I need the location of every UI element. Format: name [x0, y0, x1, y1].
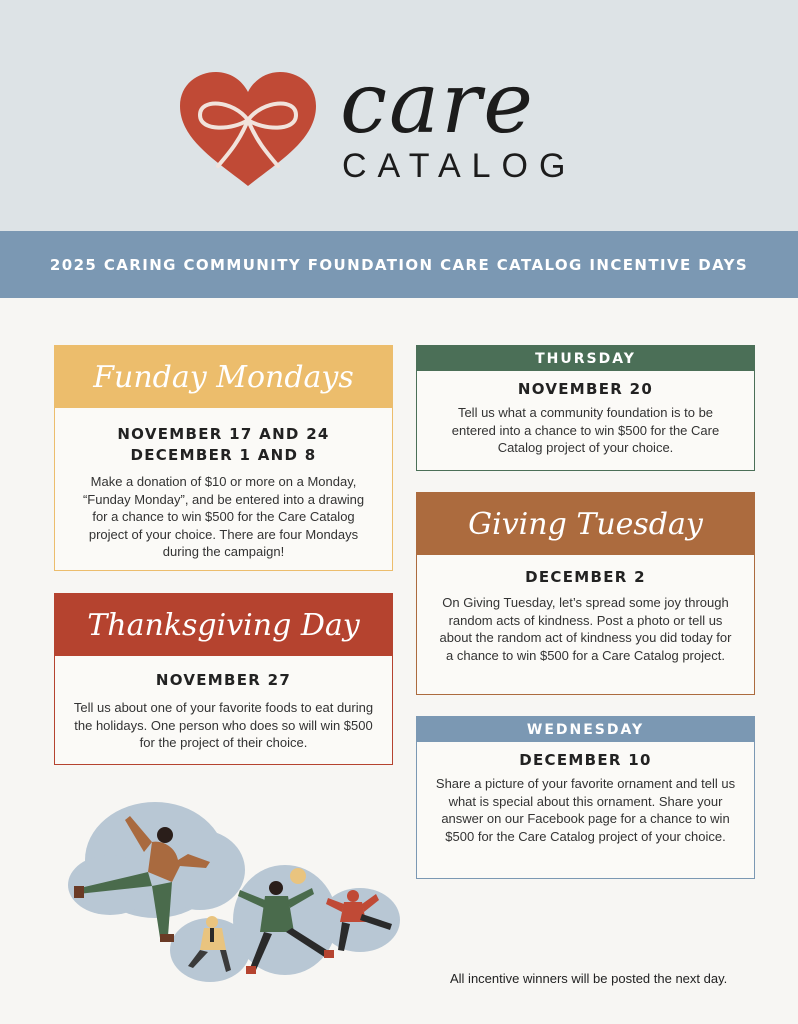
thursday-title-text: THURSDAY	[535, 350, 636, 367]
wednesday-date: DECEMBER 10	[519, 751, 652, 769]
thursday-description: Tell us what a community foundation is to be entered into a chance to win $500 for the Care Catalog project of your choice.	[451, 405, 720, 455]
wednesday-description: Share a picture of your favorite ornament and tell us what is special about this ornament. Share your answer on our Facebook page for a chance to win $500 for the Care Catalog project of your choice.	[435, 776, 736, 844]
card-wednesday-title	[417, 717, 754, 742]
funday-date-line2: DECEMBER 1 AND 8	[130, 446, 317, 464]
header	[0, 0, 798, 231]
thanksgiving-title-text: Thanksgiving Day	[87, 607, 360, 643]
giving-description: On Giving Tuesday, let’s spread some joy through random acts of kindness. Post a photo or tell us about the random act of kindness you did today for a chance to win $500 for a Care Catalog project.	[439, 595, 732, 663]
card-thanksgiving-title	[55, 594, 392, 656]
funday-title-text: Funday Mondays	[93, 359, 354, 395]
thursday-date: NOVEMBER 20	[517, 380, 654, 398]
banner-title: 2025 CARING COMMUNITY FOUNDATION CARE CATALOG INCENTIVE DAYS	[49, 255, 749, 274]
funday-date-line1: NOVEMBER 17 AND 24	[117, 425, 330, 443]
thanksgiving-date: NOVEMBER 27	[155, 671, 292, 689]
card-thanksgiving	[54, 593, 393, 765]
funday-description: Make a donation of $10 or more on a Monday, “Funday Monday”, and be entered into a drawing for a chance to win $500 for the Care Catalog project of your choice. There are four Mondays during the campaign!	[82, 474, 365, 559]
footer-note: All incentive winners will be posted the next day.	[450, 971, 728, 986]
giving-date: DECEMBER 2	[525, 568, 646, 586]
title-banner	[0, 231, 798, 298]
card-thursday	[416, 345, 755, 471]
card-funday-title	[55, 346, 392, 408]
card-giving-tuesday	[416, 492, 755, 695]
wednesday-title-text: WEDNESDAY	[526, 721, 645, 738]
logo-catalog-word: CATALOG	[342, 147, 577, 185]
thanksgiving-description: Tell us about one of your favorite foods to eat during the holidays. One person who does so will win $500 for the project of their choice.	[73, 700, 374, 750]
heart-bow-icon	[178, 70, 318, 188]
card-wednesday	[416, 716, 755, 879]
snow-angels-illustration	[60, 790, 420, 1000]
card-giving-title	[417, 493, 754, 555]
giving-title-text: Giving Tuesday	[468, 506, 703, 542]
card-funday-mondays	[54, 345, 393, 571]
logo-script-word: care	[340, 54, 535, 152]
card-thursday-title	[417, 346, 754, 371]
